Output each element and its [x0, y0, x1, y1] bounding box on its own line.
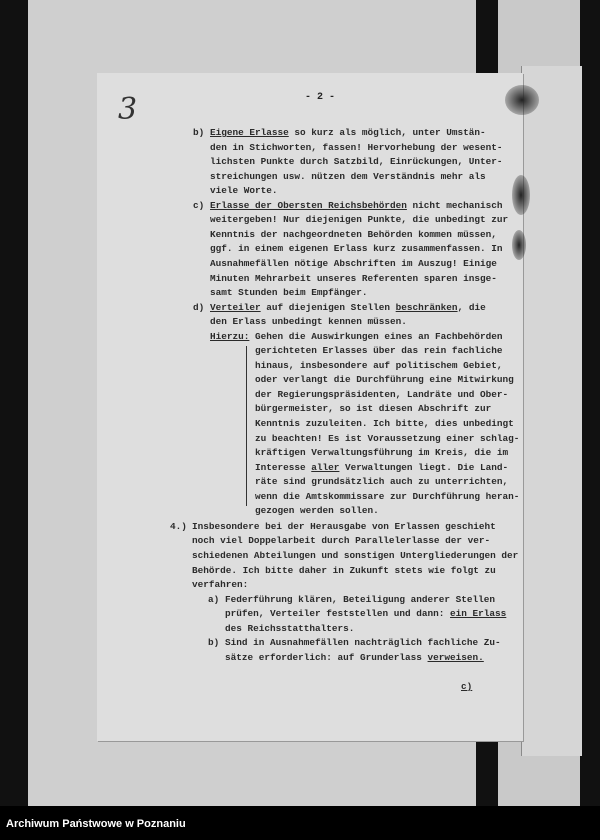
page-edge-strip [521, 66, 582, 756]
text-segment: Kenntnis zuzuleiten. Ich bitte, dies unbedingt [255, 418, 514, 429]
text-line [255, 462, 508, 473]
text-segment: Gehen die Auswirkungen eines an Fachbehörden [255, 330, 503, 342]
underlined-text: aller [311, 461, 340, 473]
text-line [192, 521, 496, 532]
text-segment: auf diejenigen Stellen [260, 301, 396, 313]
text-line [255, 345, 503, 356]
text-line [255, 505, 379, 516]
text-line [192, 535, 490, 546]
text-segment: Minuten Mehrarbeit unseres Referenten sparen insge- [210, 272, 497, 284]
text-line [210, 229, 497, 240]
text-line [210, 127, 486, 138]
item-marker: b) [208, 637, 220, 649]
text-line [255, 403, 491, 414]
archive-name: Archiwum Państwowe w Poznaniu [6, 818, 186, 830]
ink-stain [512, 230, 526, 260]
text-segment: weitergeben! Nur diejenigen Punkte, die unbedingt zur [210, 214, 509, 226]
text-segment: ggf. in einem eigenen Erlass kurz zusammenfassen. In [210, 243, 503, 255]
text-segment: wenn die Amtskommissare zur Durchführung heran- [255, 490, 520, 502]
text-line [210, 185, 278, 196]
text-line [210, 273, 497, 284]
ink-stain [512, 175, 530, 215]
text-line [255, 476, 508, 487]
text-line [255, 389, 508, 400]
hierzu-label: Hierzu: [210, 330, 250, 342]
text-segment: Sind in Ausnahmefällen nachträglich fachliche Zu- [225, 637, 501, 649]
text-line [192, 565, 496, 576]
text-line [210, 214, 508, 225]
text-line [255, 360, 503, 371]
underlined-text: beschränken [395, 301, 458, 313]
text-line [210, 258, 497, 269]
handwritten-page-number: 3 [118, 92, 138, 127]
text-line [255, 374, 514, 385]
underlined-text: Verteiler [210, 301, 261, 313]
text-segment: schiedenen Abteilungen und sonstigen Untergliederungen der [192, 549, 519, 561]
text-segment: räte sind grundsätzlich auch zu unterrichten, [255, 476, 509, 488]
text-line [192, 550, 518, 561]
text-segment: nicht mechanisch [406, 199, 503, 211]
text-segment: viele Worte. [210, 185, 278, 197]
text-line [255, 418, 514, 429]
text-segment: samt Stunden beim Empfänger. [210, 287, 368, 299]
text-segment: zu beachten! Es ist Voraussetzung einer schlag- [255, 432, 520, 444]
text-line [210, 142, 503, 153]
text-segment: sätze erforderlich: auf Grunderlass [225, 651, 428, 663]
text-line [225, 652, 484, 663]
text-segment: den Erlass unbedingt kennen müssen. [210, 316, 407, 328]
text-line [210, 156, 503, 167]
text-line [255, 491, 519, 502]
text-segment: Ausnahmefällen nötige Abschriften im Auszug! Einige [210, 257, 497, 269]
text-segment: des Reichsstatthalters. [225, 622, 355, 634]
text-segment: noch viel Doppelarbeit durch Parallelerlasse der ver- [192, 535, 491, 547]
section-marker: 4.) [170, 520, 187, 532]
text-line [255, 447, 508, 458]
text-segment: Federführung klären, Beteiligung anderer Stellen [225, 593, 496, 605]
text-segment: verfahren: [192, 579, 249, 591]
item-marker: c) [193, 199, 205, 211]
text-segment: , die [457, 301, 486, 313]
margin-bracket-line [246, 346, 247, 506]
text-line [210, 302, 486, 313]
text-segment: der Regierungspräsidenten, Landräte und Ober- [255, 388, 509, 400]
text-segment: so kurz als möglich, unter Umstän- [288, 127, 486, 138]
text-line [225, 594, 495, 605]
text-line [210, 287, 368, 298]
text-line [210, 200, 503, 211]
ink-stain [505, 85, 539, 115]
text-segment: hinaus, insbesondere auf politischem Gebiet, [255, 359, 503, 371]
text-segment: Behörde. Ich bitte daher in Zukunft stets wie folgt zu [192, 564, 496, 576]
text-line [192, 579, 248, 590]
text-segment: oder verlangt die Durchführung eine Mitwirkung [255, 374, 514, 386]
text-segment: lichsten Punkte durch Satzbild, Einrückungen, Unter- [210, 156, 503, 168]
next-page-marker: c) [461, 680, 473, 692]
item-marker: d) [193, 301, 205, 313]
text-line [210, 316, 407, 327]
text-line [255, 331, 503, 342]
text-segment: bürgermeister, so ist diesen Abschrift zur [255, 403, 492, 415]
text-segment: prüfen, Verteiler feststellen und dann: [225, 608, 451, 620]
underlined-text: Eigene Erlasse [210, 127, 289, 138]
text-line [225, 608, 506, 619]
text-segment: Verwaltungen liegt. Die Land- [339, 461, 509, 473]
underlined-text: verweisen. [427, 651, 484, 663]
text-line [225, 623, 354, 634]
item-marker: a) [208, 593, 220, 605]
text-line [255, 433, 519, 444]
text-segment: Interesse [255, 461, 312, 473]
text-line [225, 637, 501, 648]
text-line [210, 243, 503, 254]
footer-bar [0, 806, 600, 840]
underlined-text: Erlasse der Obersten Reichsbehörden [210, 199, 407, 211]
text-segment: streichungen usw. nützen dem Verständnis mehr als [210, 170, 486, 182]
text-segment: gerichteten Erlasses über das rein fachliche [255, 345, 503, 357]
text-segment: kräftigen Verwaltungsführung im Kreis, die im [255, 447, 509, 459]
text-segment: den in Stichworten, fassen! Hervorhebung der wesent- [210, 141, 503, 153]
page-number: - 2 - [305, 92, 336, 103]
text-line [210, 171, 486, 182]
text-segment: Kenntnis der nachgeordneten Behörden kommen müssen, [210, 228, 497, 240]
underlined-text: ein Erlass [450, 608, 507, 620]
text-segment: gezogen werden sollen. [255, 505, 379, 517]
text-segment: Insbesondere bei der Herausgabe von Erlassen geschieht [192, 520, 496, 532]
item-marker: b) [193, 127, 205, 138]
